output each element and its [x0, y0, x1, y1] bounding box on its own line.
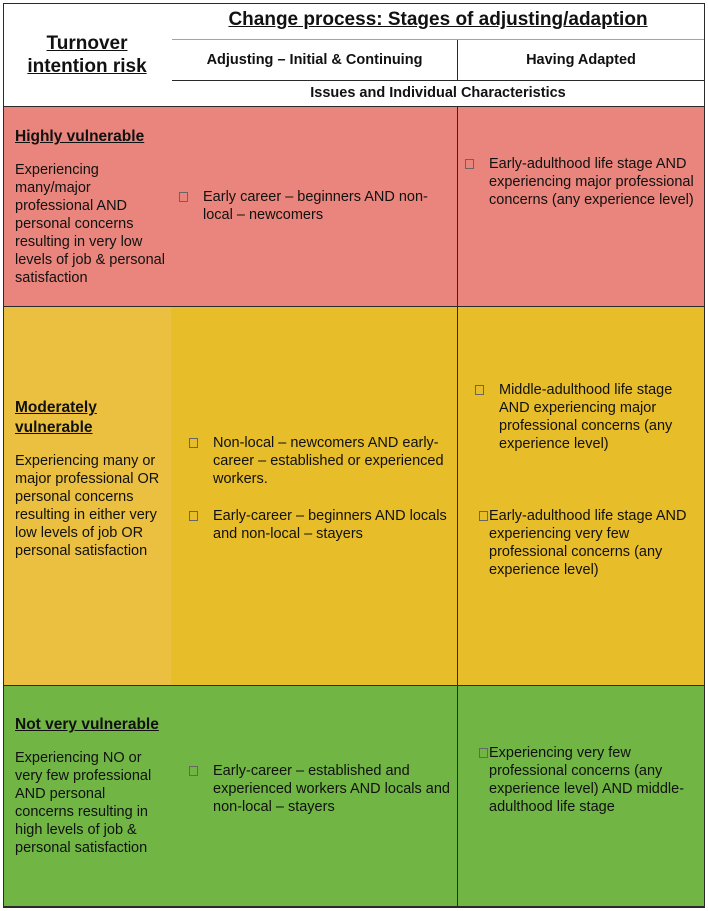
column-header-adapted: Having Adapted	[526, 52, 636, 68]
checkbox-icon	[189, 511, 198, 521]
risk-name: Moderately vulnerable	[15, 399, 97, 436]
table-border-left	[3, 3, 4, 908]
list-item: Early-adulthood life stage AND experiencing major professional concerns (any experience level)	[465, 155, 697, 209]
row-divider	[3, 685, 705, 686]
checkbox-icon	[479, 748, 488, 758]
title-underline-rule	[172, 39, 704, 40]
list-item: Middle-adulthood life stage AND experiencing major professional concerns (any experience level)	[475, 381, 700, 453]
list-item: Non-local – newcomers AND early-career – established or experienced workers.	[189, 434, 451, 488]
risk-cell-moderate	[4, 398, 171, 560]
row-divider	[3, 306, 705, 307]
list-item: Experiencing very few professional concerns (any experience level) AND middle-adulthood life stage	[479, 744, 700, 816]
risk-description: Experiencing NO or very few professional AND personal concerns resulting in high levels of job & personal satisfaction	[15, 750, 152, 856]
main-title: Change process: Stages of adjusting/adaption	[228, 9, 648, 30]
checkbox-icon	[479, 511, 488, 521]
risk-name: Highly vulnerable	[15, 128, 145, 145]
column-header-adjusting: Adjusting – Initial & Continuing	[206, 52, 423, 68]
risk-name: Not very vulnerable	[15, 716, 159, 733]
checkbox-icon	[465, 159, 474, 169]
risk-cell-high	[4, 127, 171, 287]
body-column-divider	[457, 107, 458, 907]
header-column-divider	[457, 40, 458, 81]
list-item: Early career – beginners AND non-local – newcomers	[179, 188, 447, 224]
risk-column-title: Turnover intention risk	[27, 33, 147, 77]
subheader: Issues and Individual Characteristics	[310, 85, 566, 101]
checkbox-icon	[475, 385, 484, 395]
checkbox-icon	[189, 766, 198, 776]
table-border-right	[704, 3, 705, 908]
risk-description: Experiencing many or major professional OR personal concerns resulting in either very low levels of job OR personal satisfaction	[15, 453, 160, 559]
list-item: Early-career – established and experienced workers AND locals and non-local – stayers	[189, 762, 451, 816]
list-item: Early-career – beginners AND locals and non-local – stayers	[189, 507, 451, 543]
header-bottom-rule	[3, 106, 705, 107]
risk-cell-low	[4, 715, 171, 857]
checkbox-icon	[179, 192, 188, 202]
list-item: Early-adulthood life stage AND experiencing very few professional concerns (any experience level)	[479, 507, 700, 579]
header-rule	[172, 80, 704, 81]
risk-description: Experiencing many/major professional AND personal concerns resulting in very low levels of job & personal satisfaction	[15, 162, 165, 286]
checkbox-icon	[189, 438, 198, 448]
table-border-bottom	[3, 906, 705, 908]
table-border-top	[3, 3, 705, 4]
